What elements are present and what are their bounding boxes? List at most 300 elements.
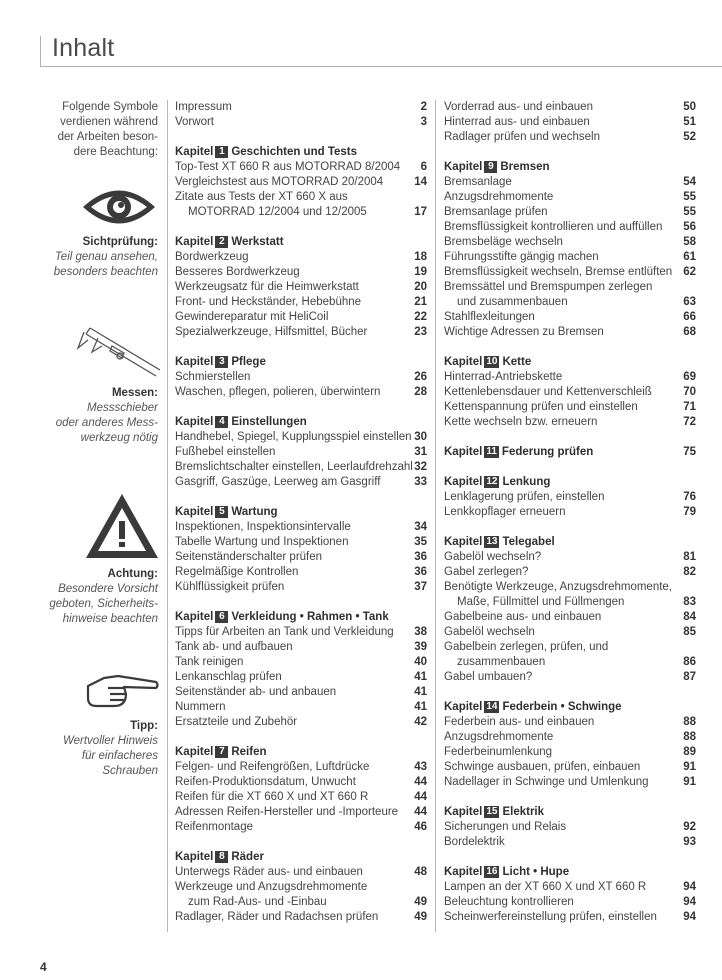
toc-entry[interactable]: [175, 160, 427, 175]
toc-chapter-heading[interactable]: [444, 475, 696, 490]
chapter-number-badge: 12: [486, 476, 498, 487]
pointing-hand-icon: [84, 672, 160, 710]
toc-entry[interactable]: [175, 265, 427, 280]
toc-entry-page: 49: [414, 911, 427, 923]
toc-entry-page: 19: [414, 266, 427, 278]
legend-intro-line: der Arbeiten beson-: [57, 131, 158, 143]
toc-entry[interactable]: [175, 370, 427, 385]
toc-entry[interactable]: [444, 175, 696, 190]
toc-entry-page: 28: [414, 386, 427, 398]
toc-entry-title: Radlager, Räder und Radachsen prüfen: [175, 911, 379, 923]
toc-entry-title: Lenklagerung prüfen, einstellen: [444, 491, 605, 503]
toc-entry[interactable]: [444, 550, 696, 565]
chapter-page-number: 75: [683, 446, 696, 458]
legend-item-desc: besonders beachten: [53, 266, 158, 278]
toc-entry[interactable]: [444, 325, 696, 340]
toc-entry-page: 49: [414, 896, 427, 908]
toc-entry-title: Waschen, pflegen, polieren, überwintern: [175, 386, 381, 398]
toc-entry-title: zusammenbauen: [457, 656, 546, 668]
chapter-number-badge: 14: [486, 701, 498, 712]
toc-entry-page: 44: [414, 791, 427, 803]
toc-entry-title: Nummern: [175, 701, 226, 713]
toc-entry-title: Inspektionen, Inspektionsintervalle: [175, 521, 351, 533]
toc-entry[interactable]: [444, 625, 696, 640]
toc-entry-title: Werkzeuge und Anzugsdrehmomente: [175, 881, 368, 893]
toc-entry[interactable]: [444, 715, 696, 730]
toc-entry-page: 83: [683, 596, 696, 608]
toc-entry-title: Gabel umbauen?: [444, 671, 533, 683]
legend-intro: [30, 100, 158, 160]
legend-item-desc: Teil genau ansehen,: [54, 251, 158, 263]
chapter-label: Kapitel: [444, 356, 483, 368]
chapter-label: Kapitel: [444, 806, 483, 818]
eye-icon: [80, 182, 158, 232]
toc-entry-title: Anzugsdrehmomente: [444, 191, 554, 203]
toc-entry[interactable]: [175, 460, 427, 475]
toc-entry[interactable]: [444, 880, 696, 895]
toc-entry-page: 32: [414, 461, 427, 473]
legend-item-desc: oder anderes Mess-: [55, 417, 158, 429]
toc-entry-page: 94: [683, 881, 696, 893]
legend-intro-line: Folgende Symbole: [62, 101, 158, 113]
toc-entry[interactable]: [444, 385, 696, 400]
toc-entry-page: 40: [414, 656, 427, 668]
toc-entry-title: MOTORRAD 12/2004 und 12/2005: [188, 206, 367, 218]
toc-entry-title: Handhebel, Spiegel, Kupplungsspiel einstellen: [175, 431, 412, 443]
chapter-number-badge: 13: [486, 536, 498, 547]
toc-entry-title: Reifen-Produktionsdatum, Unwucht: [175, 776, 356, 788]
toc-entry-title: Besseres Bordwerkzeug: [175, 266, 300, 278]
chapter-number-badge: 4: [215, 416, 228, 428]
legend-item-title: Achtung:: [107, 568, 158, 580]
toc-entry[interactable]: [444, 310, 696, 325]
toc-entry[interactable]: [444, 640, 696, 655]
toc-entry-page: 91: [683, 761, 696, 773]
column-rule: [435, 100, 436, 932]
toc-entry-title: Bremsanlage: [444, 176, 512, 188]
chapter-label: Kapitel: [444, 446, 483, 458]
toc-entry[interactable]: [444, 775, 696, 790]
toc-entry-title: Gasgriff, Gaszüge, Leerweg am Gasgriff: [175, 476, 381, 488]
chapter-title: Lenkung: [502, 476, 551, 488]
toc-entry[interactable]: [175, 310, 427, 325]
toc-entry[interactable]: [175, 250, 427, 265]
toc-entry[interactable]: [175, 655, 427, 670]
legend-intro-line: verdienen während: [60, 116, 158, 128]
toc-entry[interactable]: [444, 505, 696, 520]
toc-entry-page: 86: [683, 656, 696, 668]
toc-entry-page: 87: [683, 671, 696, 683]
toc-entry[interactable]: [444, 190, 696, 205]
toc-entry-title: Regelmäßige Kontrollen: [175, 566, 299, 578]
toc-entry-page: 6: [420, 161, 427, 173]
toc-entry-page: 35: [414, 536, 427, 548]
chapter-number-badge: 11: [486, 446, 497, 457]
toc-entry-title: Bremsanlage prüfen: [444, 206, 548, 218]
toc-entry[interactable]: [175, 115, 427, 130]
toc-entry-page: 41: [414, 701, 427, 713]
toc-entry[interactable]: [444, 580, 696, 595]
legend-item-tipp: [30, 719, 158, 779]
chapter-number-badge: 16: [486, 866, 498, 877]
toc-entry-page: 37: [414, 581, 427, 593]
toc-entry-title: Hinterrad-Antriebskette: [444, 371, 563, 383]
toc-entry-title: Federbeinumlenkung: [444, 746, 553, 758]
toc-entry[interactable]: [444, 670, 696, 685]
toc-entry[interactable]: [175, 565, 427, 580]
column-rule: [167, 100, 168, 932]
toc-entry-title: Bremsbeläge wechseln: [444, 236, 563, 248]
toc-entry[interactable]: [175, 670, 427, 685]
toc-entry[interactable]: [175, 910, 427, 925]
toc-chapter-heading[interactable]: [175, 610, 427, 625]
toc-entry-page: 85: [683, 626, 696, 638]
toc-entry[interactable]: [175, 535, 427, 550]
legend-item-desc: Besondere Vorsicht: [58, 583, 158, 595]
toc-entry-page: 62: [683, 266, 696, 278]
toc-entry-title: Top-Test XT 660 R aus MOTORRAD 8/2004: [175, 161, 401, 173]
toc-entry[interactable]: [175, 775, 427, 790]
toc-entry-page: 88: [683, 716, 696, 728]
toc-entry[interactable]: [175, 205, 427, 220]
toc-entry-title: Schmierstellen: [175, 371, 251, 383]
toc-entry-title: Anzugsdrehmomente: [444, 731, 554, 743]
toc-chapter-heading[interactable]: [175, 850, 427, 865]
page-title: Inhalt: [52, 34, 115, 62]
toc-entry-page: 55: [683, 206, 696, 218]
toc-entry[interactable]: [175, 865, 427, 880]
toc-entry-title: Sicherungen und Relais: [444, 821, 567, 833]
toc-column-right: [444, 100, 696, 925]
chapter-label: Kapitel: [175, 746, 214, 758]
chapter-title: Einstellungen: [231, 416, 307, 428]
toc-entry[interactable]: [175, 175, 427, 190]
toc-entry-page: 23: [414, 326, 427, 338]
toc-entry-page: 84: [683, 611, 696, 623]
chapter-title: Federbein • Schwinge: [502, 701, 622, 713]
toc-entry-title: Zitate aus Tests der XT 660 X aus: [175, 191, 348, 203]
toc-chapter-heading[interactable]: [444, 355, 696, 370]
toc-entry[interactable]: [444, 400, 696, 415]
toc-chapter-heading[interactable]: [175, 745, 427, 760]
legend-item-desc: für einfacheres: [81, 750, 158, 762]
toc-entry-title: Bordwerkzeug: [175, 251, 249, 263]
toc-entry[interactable]: [175, 895, 427, 910]
chapter-title: Telegabel: [502, 536, 555, 548]
toc-entry[interactable]: [444, 655, 696, 670]
toc-entry-title: zum Rad-Aus- und -Einbau: [188, 896, 327, 908]
toc-entry-page: 88: [683, 731, 696, 743]
toc-entry[interactable]: [175, 625, 427, 640]
chapter-title: Werkstatt: [231, 236, 284, 248]
toc-entry-page: 58: [683, 236, 696, 248]
toc-entry[interactable]: [175, 325, 427, 340]
toc-entry-title: Hinterrad aus- und einbauen: [444, 116, 590, 128]
toc-entry-title: Lenkanschlag prüfen: [175, 671, 282, 683]
toc-entry[interactable]: [175, 280, 427, 295]
toc-entry[interactable]: [175, 295, 427, 310]
toc-entry-page: 20: [414, 281, 427, 293]
toc-entry-title: Radlager prüfen und wechseln: [444, 131, 600, 143]
chapter-number-badge: 7: [215, 746, 228, 758]
title-rule: [40, 36, 41, 67]
warning-triangle-icon: [84, 492, 160, 560]
toc-entry[interactable]: [444, 820, 696, 835]
toc-entry-page: 79: [683, 506, 696, 518]
chapter-title: Licht • Hupe: [502, 866, 570, 878]
toc-entry-title: Tank reinigen: [175, 656, 244, 668]
toc-entry[interactable]: [175, 685, 427, 700]
toc-entry-page: 52: [683, 131, 696, 143]
toc-entry[interactable]: [444, 760, 696, 775]
toc-entry-page: 21: [414, 296, 427, 308]
toc-entry[interactable]: [444, 265, 696, 280]
toc-entry[interactable]: [444, 610, 696, 625]
toc-entry-title: Unterwegs Räder aus- und einbauen: [175, 866, 363, 878]
chapter-number-badge: 5: [215, 506, 228, 518]
toc-entry-title: Führungsstifte gängig machen: [444, 251, 599, 263]
chapter-number-badge: 1: [215, 146, 228, 158]
toc-entry-title: und zusammenbauen: [457, 296, 568, 308]
toc-entry[interactable]: [444, 235, 696, 250]
toc-entry[interactable]: [175, 430, 427, 445]
toc-entry[interactable]: [175, 820, 427, 835]
toc-entry-page: 34: [414, 521, 427, 533]
toc-chapter-heading[interactable]: [444, 865, 696, 880]
toc-entry-page: 51: [683, 116, 696, 128]
toc-entry-title: Gabelbeine aus- und einbauen: [444, 611, 602, 623]
chapter-label: Kapitel: [175, 236, 214, 248]
header-divider: [40, 66, 722, 67]
toc-entry[interactable]: [444, 895, 696, 910]
chapter-number-badge: 8: [215, 851, 228, 863]
toc-chapter-heading[interactable]: [444, 160, 696, 175]
chapter-title: Pflege: [231, 356, 266, 368]
toc-entry[interactable]: [175, 580, 427, 595]
toc-entry-page: 14: [414, 176, 427, 188]
legend-item-sichtpruefung: [30, 235, 158, 280]
toc-entry-page: 76: [683, 491, 696, 503]
toc-entry-title: Ersatzteile und Zubehör: [175, 716, 298, 728]
toc-entry-page: 22: [414, 311, 427, 323]
toc-entry[interactable]: [444, 250, 696, 265]
toc-chapter-heading[interactable]: [444, 805, 696, 820]
toc-entry[interactable]: [175, 100, 427, 115]
legend-item-desc: geboten, Sicherheits-: [49, 598, 158, 610]
toc-entry[interactable]: [444, 130, 696, 145]
toc-entry-page: 43: [414, 761, 427, 773]
toc-chapter-heading[interactable]: [175, 355, 427, 370]
chapter-label: Kapitel: [175, 506, 214, 518]
toc-entry[interactable]: [175, 445, 427, 460]
toc-entry[interactable]: [444, 295, 696, 310]
toc-entry-page: 63: [683, 296, 696, 308]
toc-chapter-heading[interactable]: [444, 445, 696, 460]
toc-entry[interactable]: [175, 790, 427, 805]
chapter-title: Reifen: [231, 746, 267, 758]
toc-entry[interactable]: [444, 835, 696, 850]
chapter-label: Kapitel: [175, 416, 214, 428]
toc-entry-title: Gabelbein zerlegen, prüfen, und: [444, 641, 609, 653]
toc-chapter-heading[interactable]: [444, 700, 696, 715]
toc-entry-page: 93: [683, 836, 696, 848]
toc-entry-page: 94: [683, 911, 696, 923]
toc-entry-page: 61: [683, 251, 696, 263]
toc-entry-page: 81: [683, 551, 696, 563]
toc-entry-title: Tabelle Wartung und Inspektionen: [175, 536, 349, 548]
toc-entry[interactable]: [444, 565, 696, 580]
toc-entry-title: Bremsflüssigkeit wechseln, Bremse entlüften: [444, 266, 673, 278]
toc-entry-title: Kette wechseln bzw. erneuern: [444, 416, 598, 428]
toc-entry-title: Lampen an der XT 660 X und XT 660 R: [444, 881, 647, 893]
toc-entry-page: 38: [414, 626, 427, 638]
toc-entry-title: Beleuchtung kontrollieren: [444, 896, 574, 908]
toc-chapter-heading[interactable]: [175, 415, 427, 430]
chapter-title: Räder: [231, 851, 264, 863]
chapter-number-badge: 15: [486, 806, 498, 817]
toc-entry-title: Bremsflüssigkeit kontrollieren und auffüllen: [444, 221, 663, 233]
chapter-label: Kapitel: [444, 161, 483, 173]
toc-entry[interactable]: [444, 280, 696, 295]
toc-entry-page: 39: [414, 641, 427, 653]
toc-chapter-heading[interactable]: [444, 535, 696, 550]
toc-entry-page: 41: [414, 671, 427, 683]
legend-item-desc: Messschieber: [87, 402, 158, 414]
toc-entry-title: Fußhebel einstellen: [175, 446, 276, 458]
toc-column-left: [175, 100, 427, 925]
legend-item-achtung: [30, 567, 158, 627]
chapter-title: Federung prüfen: [501, 446, 594, 458]
toc-entry-page: 55: [683, 191, 696, 203]
chapter-label: Kapitel: [444, 866, 483, 878]
chapter-label: Kapitel: [444, 701, 483, 713]
toc-entry-title: Werkzeugsatz für die Heimwerkstatt: [175, 281, 359, 293]
chapter-label: Kapitel: [444, 536, 483, 548]
toc-entry[interactable]: [175, 760, 427, 775]
toc-entry-page: 71: [683, 401, 696, 413]
toc-entry-title: Wichtige Adressen zu Bremsen: [444, 326, 604, 338]
toc-entry[interactable]: [175, 385, 427, 400]
toc-entry-page: 92: [683, 821, 696, 833]
toc-entry-page: 31: [414, 446, 427, 458]
toc-entry[interactable]: [175, 520, 427, 535]
toc-entry[interactable]: [444, 205, 696, 220]
toc-entry-title: Bremslichtschalter einstellen, Leerlaufdrehzahl: [175, 461, 413, 473]
page-number: 4: [40, 960, 47, 974]
toc-entry-page: 94: [683, 896, 696, 908]
toc-entry-title: Scheinwerfereinstellung prüfen, einstellen: [444, 911, 657, 923]
chapter-label: Kapitel: [175, 146, 214, 158]
toc-entry[interactable]: [175, 880, 427, 895]
toc-entry-page: 26: [414, 371, 427, 383]
toc-entry-title: Vergleichstest aus MOTORRAD 20/2004: [175, 176, 384, 188]
toc-entry[interactable]: [175, 190, 427, 205]
toc-entry-page: 89: [683, 746, 696, 758]
toc-entry[interactable]: [175, 550, 427, 565]
chapter-title: Verkleidung • Rahmen • Tank: [231, 611, 389, 623]
toc-entry-page: 17: [414, 206, 427, 218]
legend-item-title: Messen:: [111, 387, 158, 399]
toc-entry-page: 44: [414, 806, 427, 818]
toc-entry[interactable]: [444, 100, 696, 115]
caliper-icon: [76, 326, 160, 382]
toc-entry-title: Kettenlebensdauer und Kettenverschleiß: [444, 386, 652, 398]
legend-item-title: Tipp:: [130, 720, 158, 732]
toc-chapter-heading[interactable]: [175, 145, 427, 160]
toc-entry-title: Gabel zerlegen?: [444, 566, 529, 578]
toc-entry-title: Tipps für Arbeiten an Tank und Verkleidung: [175, 626, 394, 638]
toc-entry[interactable]: [175, 805, 427, 820]
toc-entry[interactable]: [175, 475, 427, 490]
toc-entry[interactable]: [444, 745, 696, 760]
toc-entry-page: 36: [414, 551, 427, 563]
legend-item-messen: [30, 386, 158, 446]
toc-entry[interactable]: [175, 715, 427, 730]
toc-entry-title: Nadellager in Schwinge und Umlenkung: [444, 776, 649, 788]
chapter-number-badge: 9: [484, 161, 497, 173]
legend-item-desc: werkzeug nötig: [80, 432, 158, 444]
toc-entry[interactable]: [444, 490, 696, 505]
toc-entry[interactable]: [444, 220, 696, 235]
toc-entry-page: 3: [420, 116, 427, 128]
toc-entry[interactable]: [444, 730, 696, 745]
toc-entry-title: Bordelektrik: [444, 836, 505, 848]
toc-entry-title: Schwinge ausbauen, prüfen, einbauen: [444, 761, 641, 773]
toc-entry[interactable]: [175, 640, 427, 655]
legend-item-desc: Schrauben: [102, 765, 158, 777]
toc-entry-title: Impressum: [175, 101, 232, 113]
toc-entry-title: Federbein aus- und einbauen: [444, 716, 595, 728]
toc-entry-page: 30: [414, 431, 427, 443]
toc-entry-title: Front- und Heckständer, Hebebühne: [175, 296, 362, 308]
toc-entry-page: 2: [420, 101, 427, 113]
legend-item-desc: Wertvoller Hinweis: [62, 735, 158, 747]
toc-entry-page: 41: [414, 686, 427, 698]
toc-entry-page: 54: [683, 176, 696, 188]
toc-entry-title: Vorwort: [175, 116, 214, 128]
legend-item-title: Sichtprüfung:: [82, 236, 158, 248]
chapter-title: Geschichten und Tests: [231, 146, 358, 158]
toc-entry-title: Seitenständer ab- und anbauen: [175, 686, 337, 698]
toc-chapter-heading[interactable]: [175, 235, 427, 250]
chapter-label: Kapitel: [175, 611, 214, 623]
toc-entry-page: 72: [683, 416, 696, 428]
toc-entry-title: Gabelöl wechseln?: [444, 551, 542, 563]
chapter-number-badge: 6: [215, 611, 228, 623]
toc-entry-page: 66: [683, 311, 696, 323]
toc-entry-title: Reifenmontage: [175, 821, 253, 833]
toc-entry-title: Benötigte Werkzeuge, Anzugsdrehmomente,: [444, 581, 673, 593]
toc-entry[interactable]: [444, 115, 696, 130]
chapter-title: Elektrik: [502, 806, 545, 818]
toc-entry-title: Gewindereparatur mit HeliCoil: [175, 311, 329, 323]
toc-entry-title: Vorderrad aus- und einbauen: [444, 101, 593, 113]
toc-entry[interactable]: [444, 370, 696, 385]
toc-entry[interactable]: [444, 415, 696, 430]
toc-entry-title: Bremssättel und Bremspumpen zerlegen: [444, 281, 653, 293]
toc-entry-title: Kettenspannung prüfen und einstellen: [444, 401, 638, 413]
toc-entry-title: Maße, Füllmittel und Füllmengen: [457, 596, 625, 608]
toc-entry-page: 46: [414, 821, 427, 833]
toc-entry[interactable]: [175, 700, 427, 715]
chapter-number-badge: 10: [486, 356, 498, 367]
toc-entry[interactable]: [444, 595, 696, 610]
toc-chapter-heading[interactable]: [175, 505, 427, 520]
toc-entry-title: Reifen für die XT 660 X und XT 660 R: [175, 791, 369, 803]
toc-entry[interactable]: [444, 910, 696, 925]
toc-entry-page: 42: [414, 716, 427, 728]
toc-entry-page: 48: [414, 866, 427, 878]
